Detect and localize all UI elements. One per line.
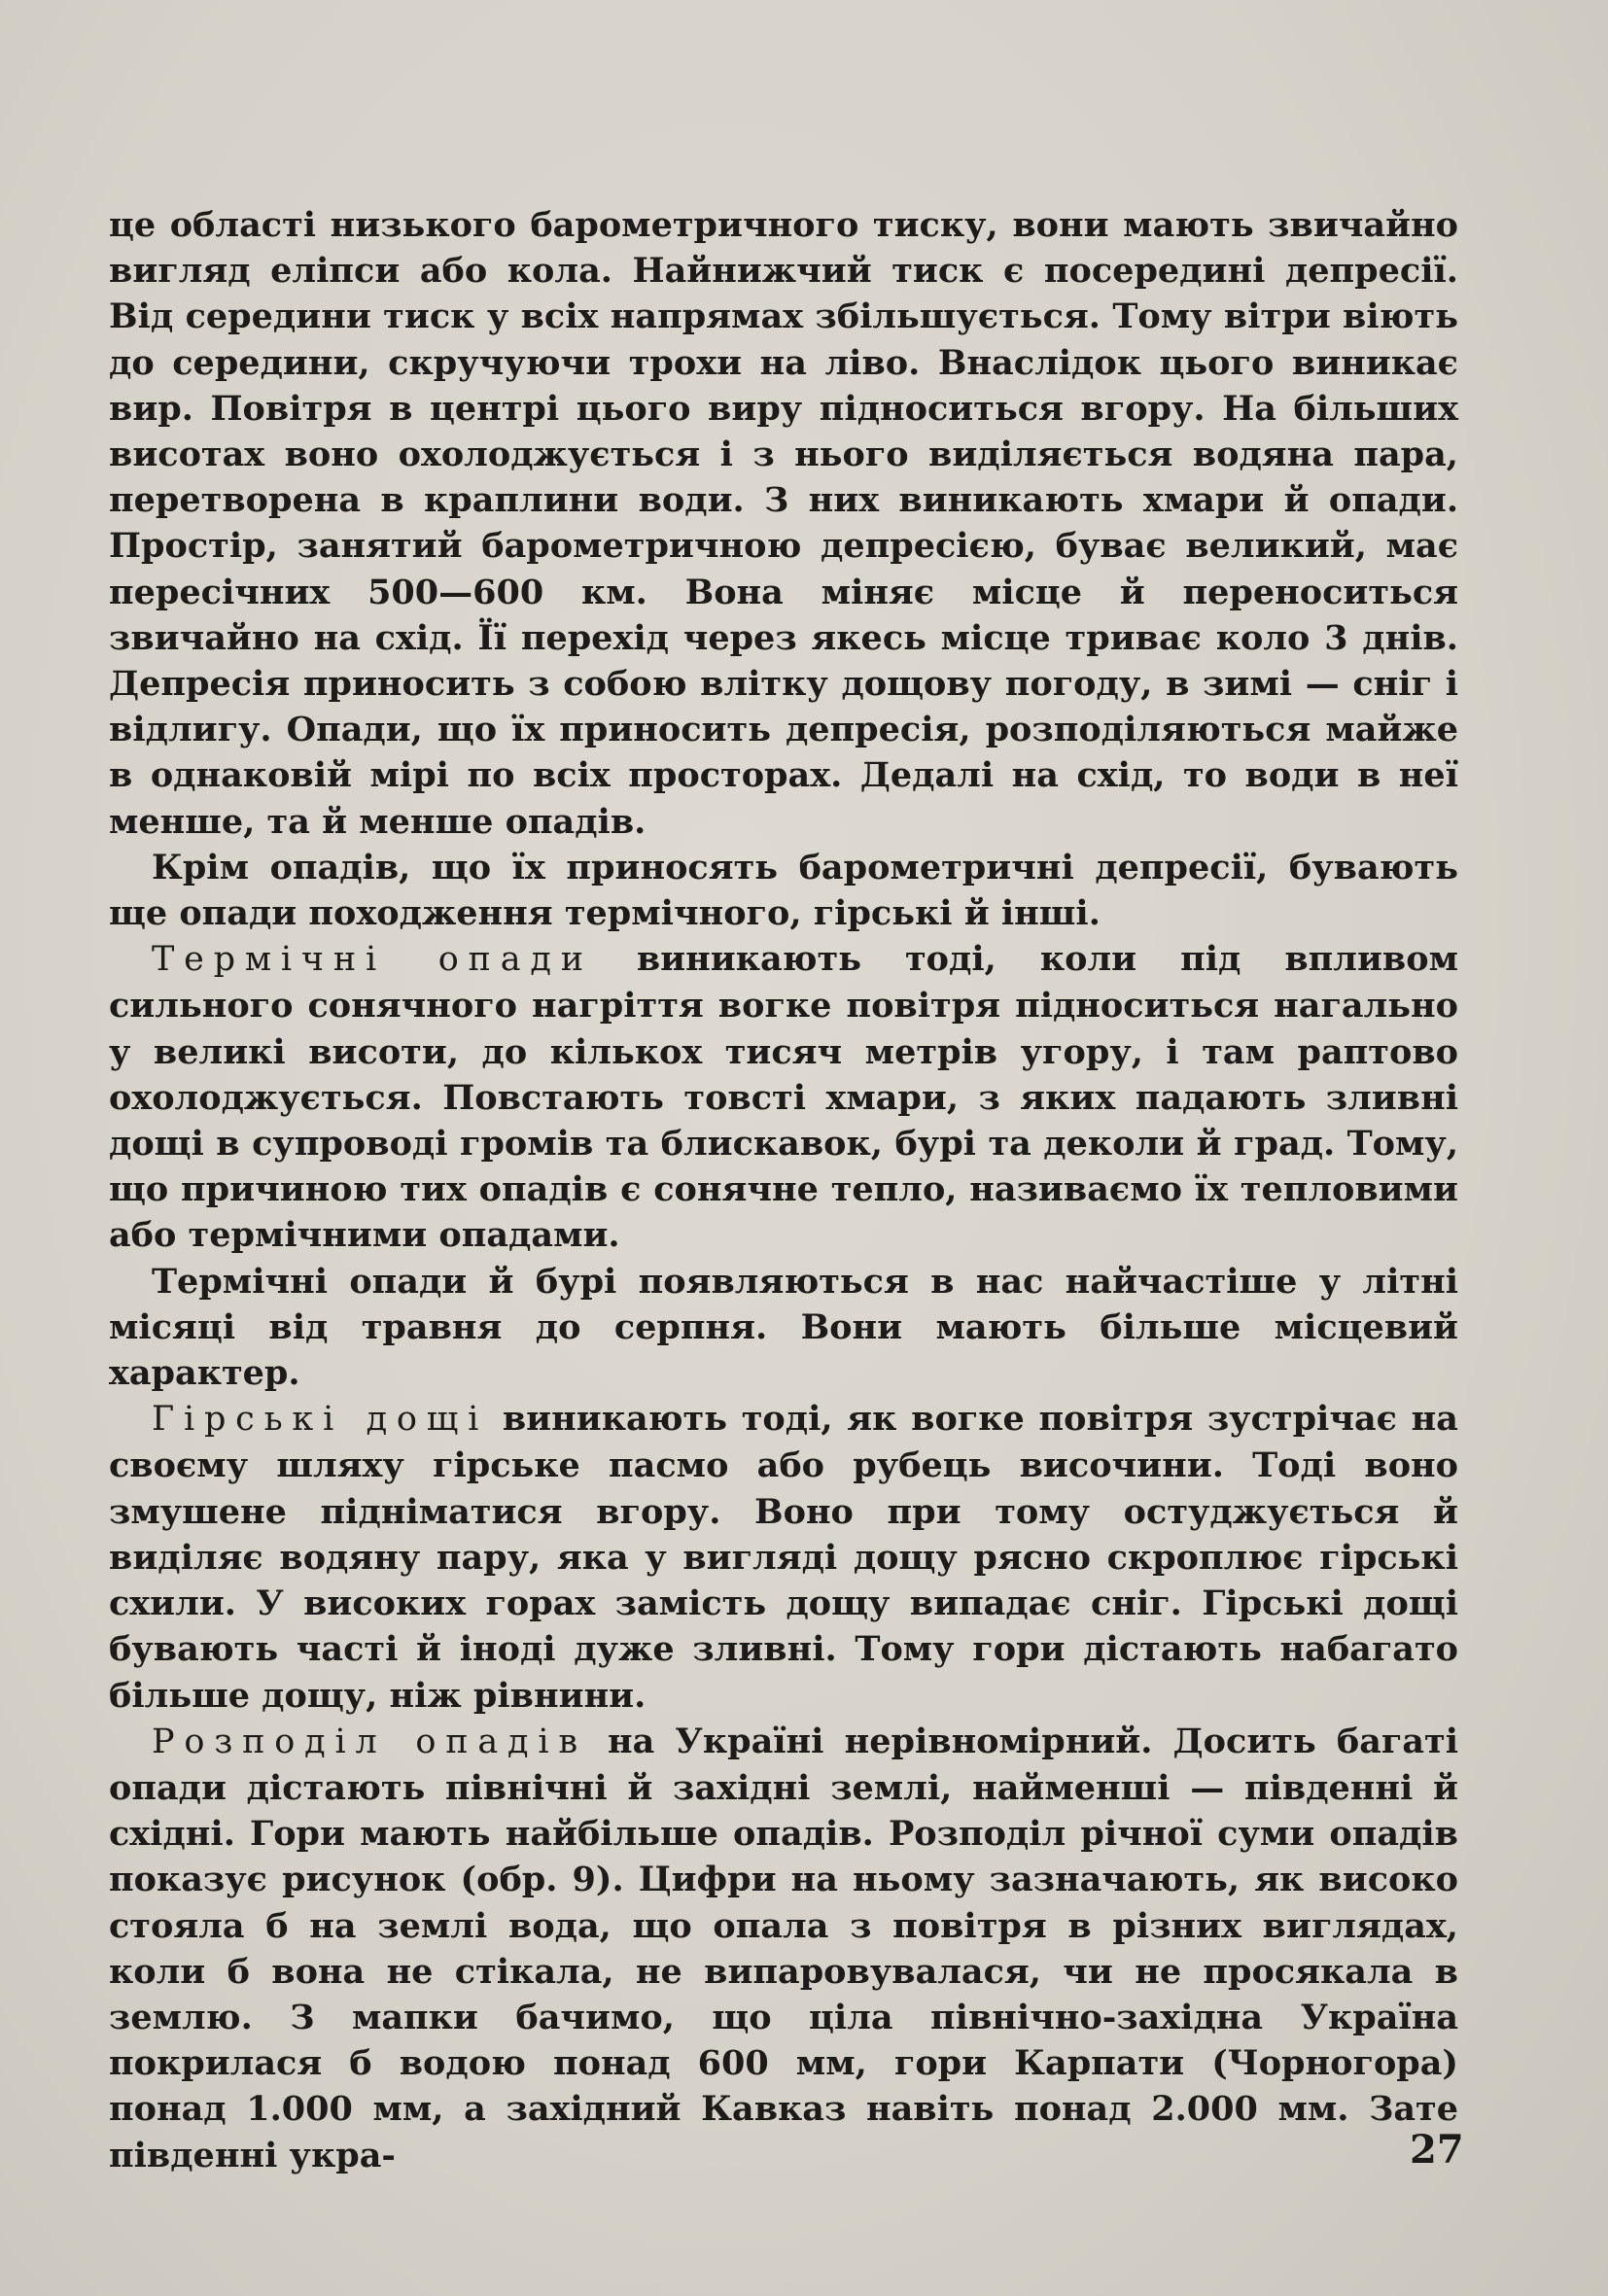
spaced-term: Розподіл опадів: [152, 1722, 587, 1761]
page-number: 27: [1410, 2127, 1464, 2173]
spaced-term: Термічні опади: [152, 940, 593, 980]
spaced-term: Гірські дощі: [152, 1400, 489, 1440]
paragraph-distribution: [109, 1719, 1458, 2178]
paragraph-text: виникають тоді, коли під впливом сильного сонячного нагріття вогке повітря підноситься нагально у великі висоти, до кількох тисяч метрів угору, і там раптово охолоджується. Повстають товсті хмари, з яких падають зливні дощі в супроводі громів та блискавок, бурі та деколи й град. Тому, що причиною тих опадів є сонячне тепло, називаємо їх тепловими або термічними опадами.: [109, 939, 1459, 1256]
paragraph-depression: [109, 202, 1458, 845]
paragraph-mountain-rain: [109, 1396, 1458, 1718]
paragraph-thermal-season: [109, 1259, 1458, 1397]
paragraph-text: Термічні опади й бурі появляються в нас найчастіше у літні місяці від травня до серпня. Вони мають більше місцевий характер.: [109, 1261, 1458, 1394]
paragraph-text: це області низького барометричного тиску, вони мають звичайно вигляд еліпси або кола. Найнижчий тиск є посередині депресії. Від середини тиск у всіх напрямах збільшується. Тому вітри віють до середини, скручуючи трохи на ліво. Внаслідок цього виникає вир. Повітря в центрі цього виру підноситься вгору. На більших висотах воно охолоджується і з нього виділяється водяна пара, перетворена в краплини води. З них виникають хмари й опади. Простір, занятий барометричною депресією, буває великий, має пересічних 500—600 км. Вона міняє місце й переноситься звичайно на схід. Її перехід через якесь місце триває коло 3 днів. Депресія приносить з собою влітку дощову погоду, в зимі — сніг і відлигу. Опади, що їх приносить депресія, розподіляються майже в однаковій мірі по всіх просторах. Дедалі на схід, то води в неї менше, та й менше опадів.: [109, 205, 1458, 842]
paragraph-text: на Україні нерівномірний. Досить багаті опади дістають північні й західні землі, найменші — південні й східні. Гори мають найбільше опадів. Розподіл річної суми опадів показує рисунок (обр. 9). Цифри на ньому зазначають, як високо стояла б на землі вода, що опала з повітря в різних виглядах, коли б вона не стікала, не випаровувалася, чи не просякала в землю. З мапки бачимо, що ціла північно-західна Україна покрилася б водою понад 600 мм, гори Карпати (Чорногора) понад 1.000 мм, а західний Кавказ навіть понад 2.000 мм. Зате південні укра-: [109, 1721, 1458, 2175]
body-text: [109, 202, 1458, 2178]
paragraph-text: Крім опадів, що їх приносять барометричні депресії, бувають ще опади походження термічного, гірські й інші.: [109, 847, 1458, 934]
paragraph-other-precipitation: [109, 845, 1458, 936]
paragraph-thermal: [109, 936, 1458, 1258]
paragraph-text: виникають тоді, як вогке повітря зустрічає на своєму шляху гірське пасмо або рубець височини. Тоді воно змушене підніматися вгору. Воно при тому остуджується й виділяє водяну пару, яка у вигляді дощу рясно скроплює гірські схили. У високих горах замість дощу випадає сніг. Гірські дощі бувають часті й іноді дуже зливні. Тому гори дістають набагато більше дощу, ніж рівнини.: [109, 1399, 1458, 1716]
